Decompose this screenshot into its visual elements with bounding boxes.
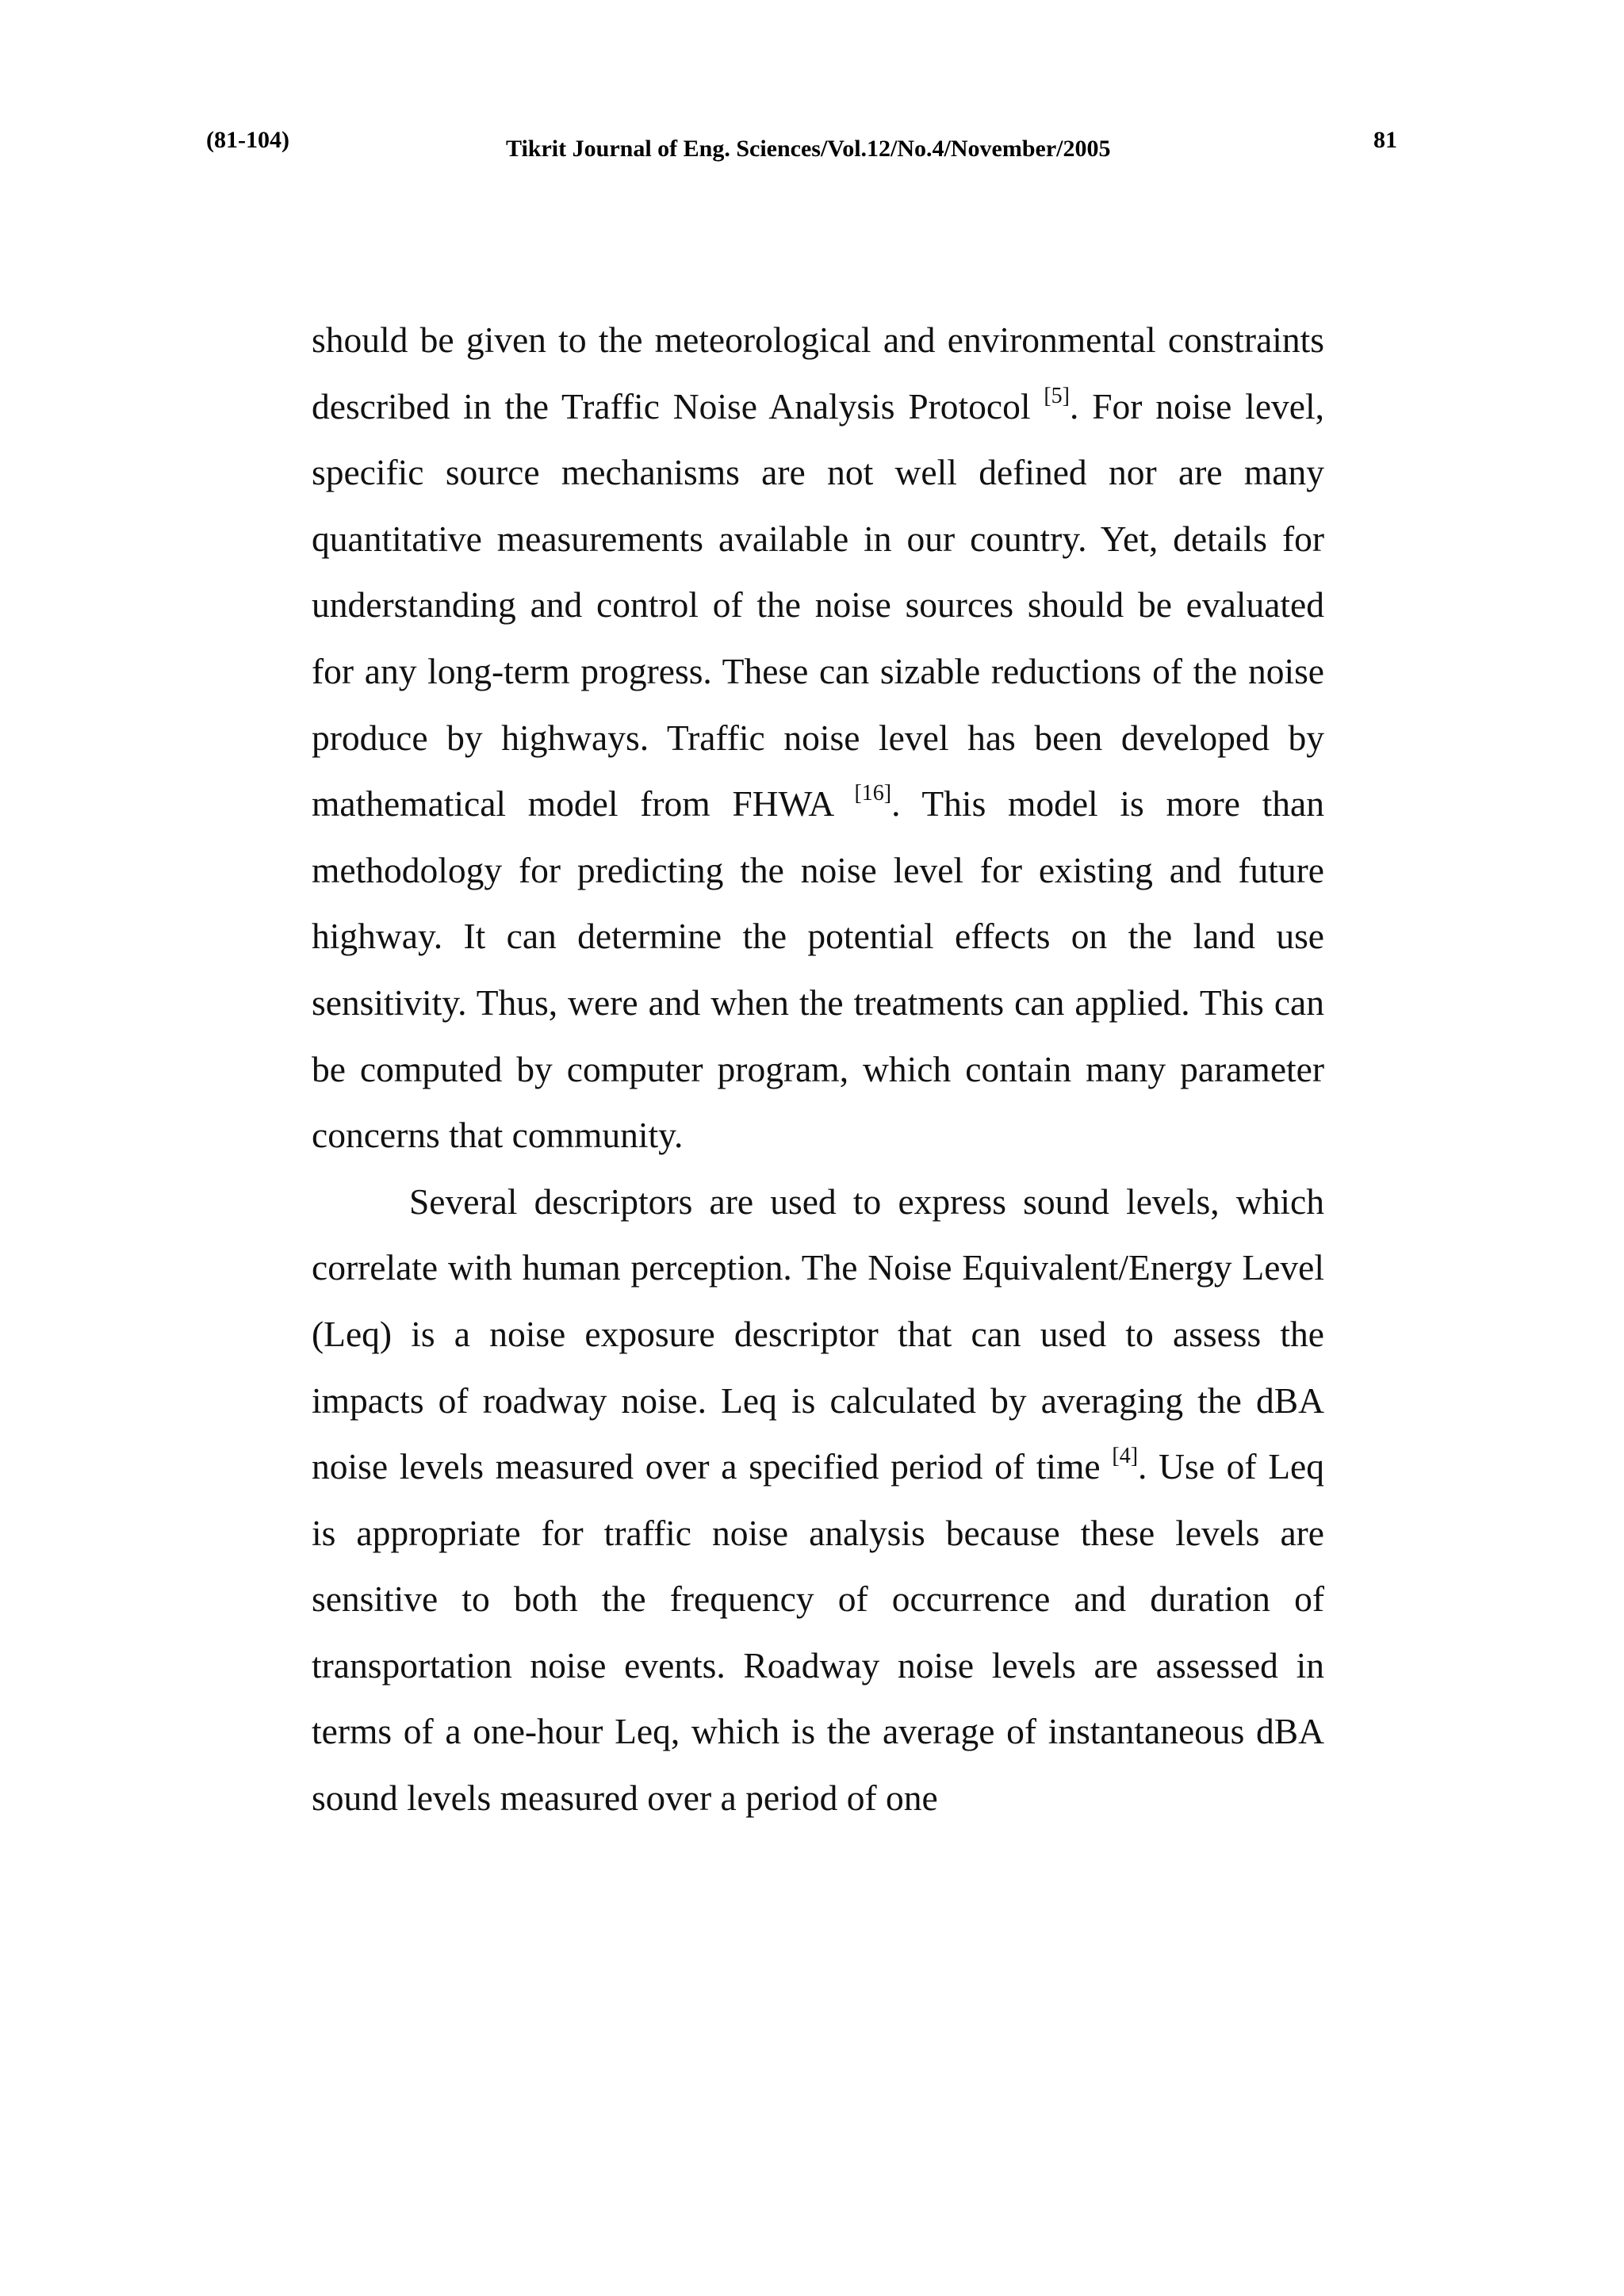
paragraph-1-text-c: . This model is more than methodology for predicting the noise level for existing and future highway. It can determine the potential effects on the land use sensitivity. Thus, were and when the treatments can applied. This can be computed by computer program, which contain many parameter concerns that community.: [312, 783, 1324, 1156]
page-range-header: (81-104): [206, 127, 289, 153]
article-body: [312, 307, 1324, 1831]
paragraph-2-text-b: . Use of Leq is appropriate for traffic noise analysis because these levels are sensitive to both the frequency of occurrence and duration of transportation noise events. Roadway noise levels are assessed in terms of a one-hour Leq, which is the average of instantaneous dBA sound levels measured over a period of one: [312, 1446, 1324, 1819]
citation-16: [16]: [854, 781, 892, 806]
journal-title-header: Tikrit Journal of Eng. Sciences/Vol.12/No.4/November/2005: [506, 136, 1111, 162]
paragraph-2: [312, 1169, 1324, 1831]
citation-4: [4]: [1112, 1444, 1139, 1469]
paragraph-1-text-a: should be given to the meteorological and environmental constraints described in the Traffic Noise Analysis Protocol: [312, 320, 1324, 427]
paragraph-1-text-b: . For noise level, specific source mechanisms are not well defined nor are many quantitative measurements available in our country. Yet, details for understanding and control of the noise sources should be evaluated for any long-term progress. These can sizable reductions of the noise produce by highways. Traffic noise level has been developed by mathematical model from FHWA: [312, 385, 1324, 825]
page-number: 81: [1373, 127, 1397, 153]
citation-5: [5]: [1044, 383, 1071, 408]
paragraph-1: [312, 307, 1324, 1169]
paragraph-2-text-a: Several descriptors are used to express sound levels, which correlate with human perception. The Noise Equivalent/Energy Level (Leq) is a noise exposure descriptor that can used to assess the impacts of roadway noise. Leq is calculated by averaging the dBA noise levels measured over a specified period of time: [312, 1181, 1324, 1487]
